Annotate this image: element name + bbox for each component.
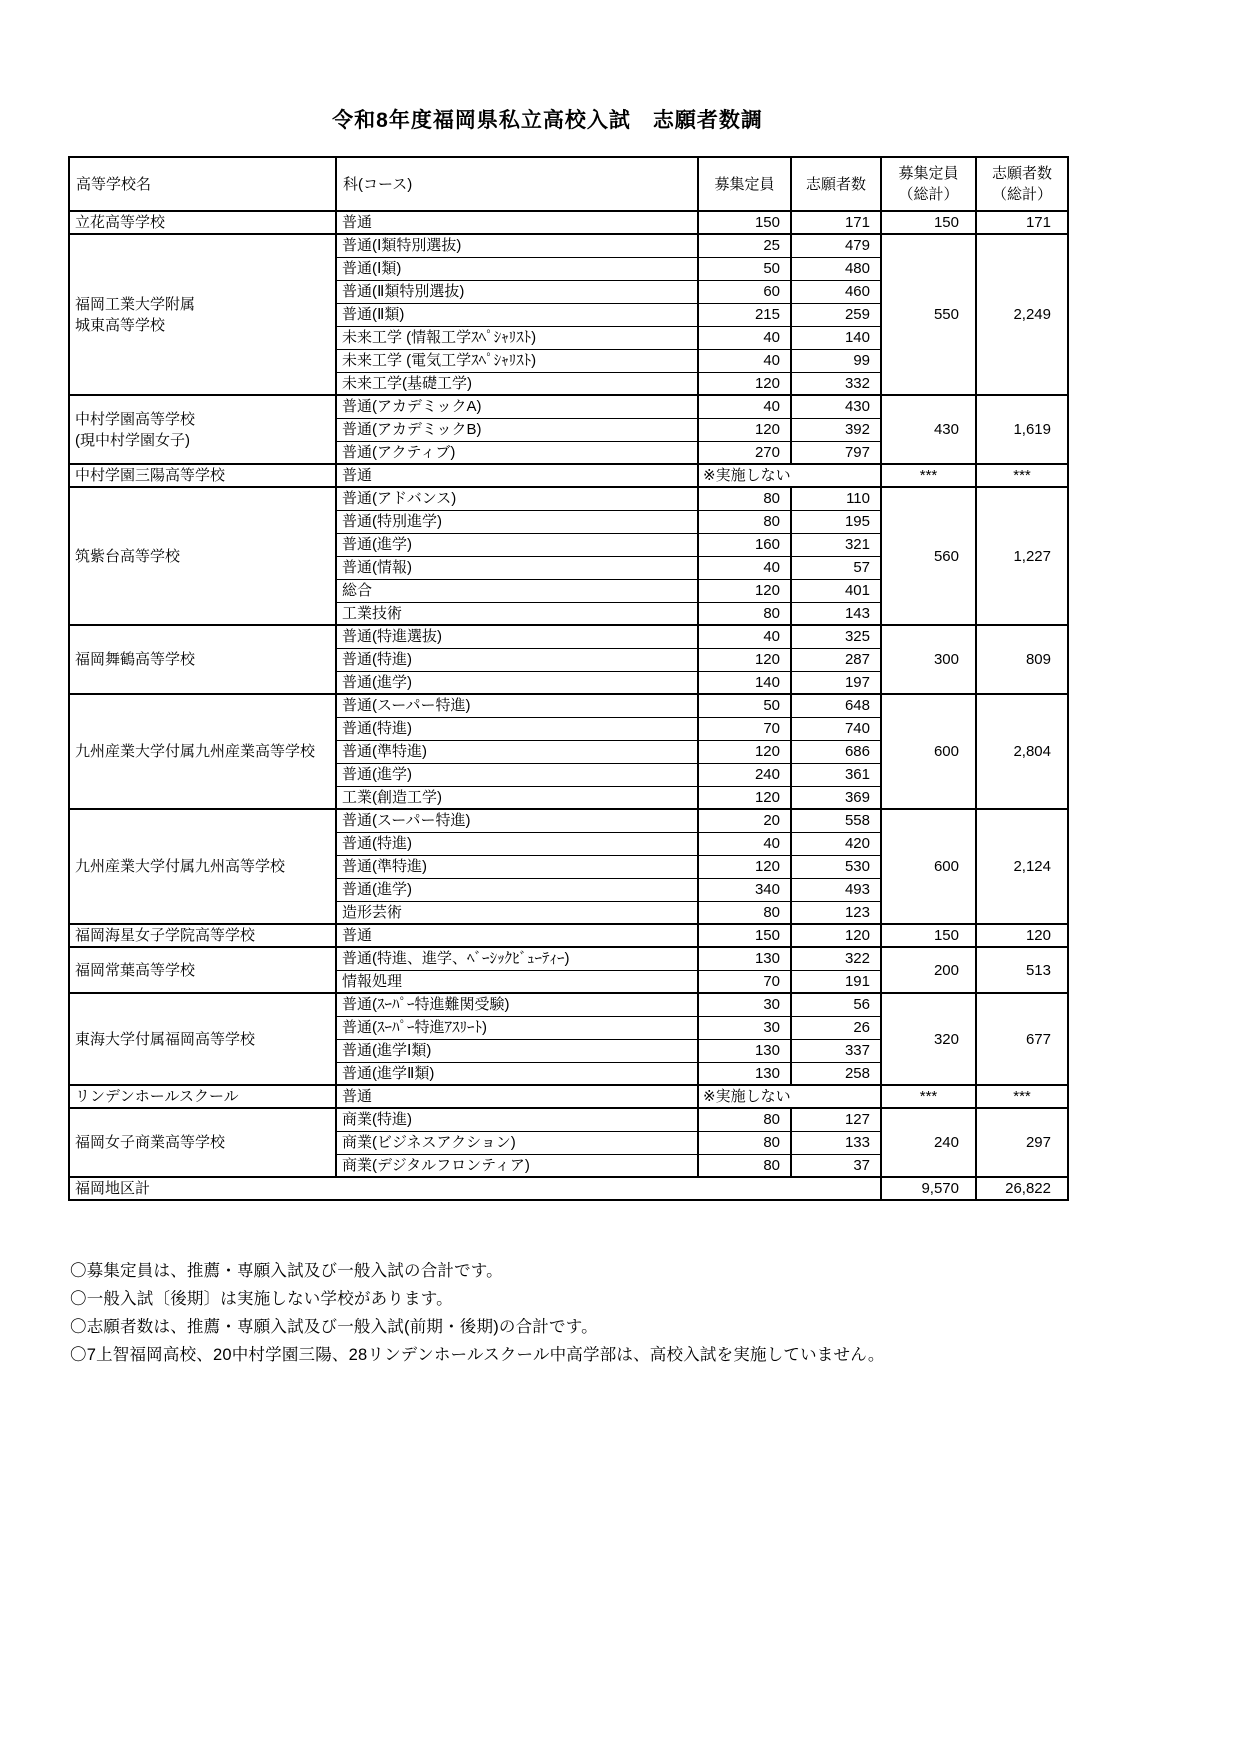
applicant-table-body — [69, 211, 1068, 1200]
capacity-total-cell: 150 — [881, 924, 976, 947]
summary-row — [69, 1177, 1068, 1200]
capacity-cell: 50 — [698, 257, 791, 280]
capacity-cell: 120 — [698, 855, 791, 878]
table-row — [69, 234, 1068, 257]
course-cell: 普通(進学) — [336, 671, 698, 694]
applicants-cell: 133 — [791, 1131, 881, 1154]
table-row — [69, 694, 1068, 717]
capacity-cell: 25 — [698, 234, 791, 257]
applicants-cell: 99 — [791, 349, 881, 372]
column-header-course: 科(コース) — [336, 157, 698, 211]
applicants-cell: 197 — [791, 671, 881, 694]
capacity-total-cell: 560 — [881, 487, 976, 625]
capacity-total-cell: *** — [881, 1085, 976, 1108]
capacity-cell: 150 — [698, 924, 791, 947]
applicants-cell: 797 — [791, 441, 881, 464]
applicants-total-cell: *** — [976, 1085, 1068, 1108]
capacity-cell: 20 — [698, 809, 791, 832]
table-row — [69, 487, 1068, 510]
course-cell: 普通 — [336, 464, 698, 487]
capacity-cell: 130 — [698, 947, 791, 970]
capacity-total-cell: 550 — [881, 234, 976, 395]
school-name-cell: 福岡工業大学附属 城東高等学校 — [69, 234, 336, 395]
table-row — [69, 924, 1068, 947]
applicants-total-cell: 2,804 — [976, 694, 1068, 809]
table-row — [69, 625, 1068, 648]
applicants-cell: 740 — [791, 717, 881, 740]
capacity-cell: 120 — [698, 786, 791, 809]
capacity-cell: 120 — [698, 740, 791, 763]
capacity-cell: 80 — [698, 1154, 791, 1177]
capacity-cell: 120 — [698, 579, 791, 602]
school-name-cell: 九州産業大学付属九州産業高等学校 — [69, 694, 336, 809]
capacity-cell: 40 — [698, 349, 791, 372]
table-row — [69, 993, 1068, 1016]
capacity-cell: 50 — [698, 694, 791, 717]
course-cell: 普通(進学) — [336, 878, 698, 901]
course-cell: 普通(スーパー特進) — [336, 694, 698, 717]
applicants-total-cell: 171 — [976, 211, 1068, 234]
school-name-cell: リンデンホールスクール — [69, 1085, 336, 1108]
applicant-count-table — [68, 156, 1069, 1201]
course-cell: 普通(準特進) — [336, 740, 698, 763]
capacity-cell: 120 — [698, 648, 791, 671]
applicants-cell: 392 — [791, 418, 881, 441]
table-row — [69, 809, 1068, 832]
footnote: 〇募集定員は、推薦・専願入試及び一般入試の合計です。 — [70, 1262, 503, 1280]
table-row — [69, 211, 1068, 234]
applicants-cell: 361 — [791, 763, 881, 786]
table-header — [69, 157, 1068, 211]
capacity-cell: 40 — [698, 326, 791, 349]
table-row — [69, 1108, 1068, 1131]
course-cell: 普通(アクティブ) — [336, 441, 698, 464]
course-cell: 普通(ｽｰﾊﾟｰ特進難関受験) — [336, 993, 698, 1016]
course-cell: 普通 — [336, 211, 698, 234]
not-held-cell: ※実施しない — [698, 464, 881, 487]
capacity-total-cell: 240 — [881, 1108, 976, 1177]
applicants-cell: 287 — [791, 648, 881, 671]
course-cell: 普通(Ⅰ類特別選抜) — [336, 234, 698, 257]
column-header-school: 高等学校名 — [69, 157, 336, 211]
capacity-cell: 30 — [698, 993, 791, 1016]
capacity-cell: 140 — [698, 671, 791, 694]
applicants-cell: 430 — [791, 395, 881, 418]
course-cell: 普通(アカデミックB) — [336, 418, 698, 441]
course-cell: 普通(特進) — [336, 717, 698, 740]
applicants-cell: 479 — [791, 234, 881, 257]
capacity-cell: 215 — [698, 303, 791, 326]
applicants-total-cell: 120 — [976, 924, 1068, 947]
applicants-cell: 369 — [791, 786, 881, 809]
school-name-cell: 福岡舞鶴高等学校 — [69, 625, 336, 694]
applicants-total-cell: 809 — [976, 625, 1068, 694]
footnote: 〇一般入試〔後期〕は実施しない学校があります。 — [70, 1290, 453, 1308]
applicants-cell: 56 — [791, 993, 881, 1016]
footnotes — [70, 1257, 1240, 1369]
applicants-cell: 648 — [791, 694, 881, 717]
applicants-cell: 480 — [791, 257, 881, 280]
page-title: 令和8年度福岡県私立高校入試 志願者数調 — [332, 109, 763, 132]
course-cell: 普通(特進選抜) — [336, 625, 698, 648]
capacity-total-cell: 600 — [881, 694, 976, 809]
column-header-applicants: 志願者数 — [791, 157, 881, 211]
applicants-total-cell: 2,249 — [976, 234, 1068, 395]
applicants-cell: 401 — [791, 579, 881, 602]
course-cell: 情報処理 — [336, 970, 698, 993]
course-cell: 未来工学 (情報工学ｽﾍﾟｼｬﾘｽﾄ) — [336, 326, 698, 349]
applicants-cell: 140 — [791, 326, 881, 349]
header-row — [69, 157, 1068, 211]
capacity-total-cell: 430 — [881, 395, 976, 464]
capacity-total-cell: 320 — [881, 993, 976, 1085]
applicants-cell: 493 — [791, 878, 881, 901]
course-cell: 普通(アカデミックA) — [336, 395, 698, 418]
course-cell: 商業(デジタルフロンティア) — [336, 1154, 698, 1177]
applicants-cell: 420 — [791, 832, 881, 855]
school-name-cell: 東海大学付属福岡高等学校 — [69, 993, 336, 1085]
applicants-cell: 191 — [791, 970, 881, 993]
table-row — [69, 947, 1068, 970]
capacity-total-cell: 200 — [881, 947, 976, 993]
course-cell: 普通(Ⅰ類) — [336, 257, 698, 280]
course-cell: 造形芸術 — [336, 901, 698, 924]
applicants-cell: 143 — [791, 602, 881, 625]
course-cell: 工業技術 — [336, 602, 698, 625]
capacity-cell: 40 — [698, 625, 791, 648]
school-name-cell: 筑紫台高等学校 — [69, 487, 336, 625]
course-cell: 普通(スーパー特進) — [336, 809, 698, 832]
course-cell: 普通(Ⅱ類特別選抜) — [336, 280, 698, 303]
capacity-total-cell: *** — [881, 464, 976, 487]
course-cell: 普通(ｽｰﾊﾟｰ特進ｱｽﾘｰﾄ) — [336, 1016, 698, 1039]
course-cell: 商業(特進) — [336, 1108, 698, 1131]
applicants-cell: 26 — [791, 1016, 881, 1039]
capacity-cell: 120 — [698, 372, 791, 395]
applicants-cell: 686 — [791, 740, 881, 763]
capacity-cell: 40 — [698, 395, 791, 418]
capacity-cell: 80 — [698, 510, 791, 533]
table-row — [69, 395, 1068, 418]
school-name-cell: 九州産業大学付属九州高等学校 — [69, 809, 336, 924]
applicants-cell: 530 — [791, 855, 881, 878]
capacity-cell: 80 — [698, 901, 791, 924]
course-cell: 普通(情報) — [336, 556, 698, 579]
capacity-cell: 130 — [698, 1039, 791, 1062]
capacity-total-cell: 150 — [881, 211, 976, 234]
course-cell: 普通(進学) — [336, 763, 698, 786]
applicants-cell: 37 — [791, 1154, 881, 1177]
applicants-total-cell: 513 — [976, 947, 1068, 993]
applicants-cell: 110 — [791, 487, 881, 510]
school-name-cell: 立花高等学校 — [69, 211, 336, 234]
applicants-cell: 259 — [791, 303, 881, 326]
capacity-cell: 150 — [698, 211, 791, 234]
table-row — [69, 1085, 1068, 1108]
capacity-total-cell: 300 — [881, 625, 976, 694]
capacity-cell: 80 — [698, 602, 791, 625]
course-cell: 未来工学 (電気工学ｽﾍﾟｼｬﾘｽﾄ) — [336, 349, 698, 372]
summary-label-cell: 福岡地区計 — [69, 1177, 881, 1200]
applicants-total-cell: 677 — [976, 993, 1068, 1085]
footnote: 〇7上智福岡高校、20中村学園三陽、28リンデンホールスクール中高学部は、高校入試を実施していません。 — [70, 1346, 885, 1364]
applicants-total-cell: 2,124 — [976, 809, 1068, 924]
applicants-cell: 325 — [791, 625, 881, 648]
course-cell: 普通(特別進学) — [336, 510, 698, 533]
applicants-cell: 123 — [791, 901, 881, 924]
course-cell: 普通(アドバンス) — [336, 487, 698, 510]
course-cell: 未来工学(基礎工学) — [336, 372, 698, 395]
course-cell: 普通 — [336, 1085, 698, 1108]
capacity-cell: 270 — [698, 441, 791, 464]
course-cell: 普通(Ⅱ類) — [336, 303, 698, 326]
column-header-capacity: 募集定員 — [698, 157, 791, 211]
capacity-cell: 60 — [698, 280, 791, 303]
applicants-cell: 558 — [791, 809, 881, 832]
applicants-total-cell: *** — [976, 464, 1068, 487]
table-row — [69, 464, 1068, 487]
course-cell: 総合 — [336, 579, 698, 602]
applicants-cell: 57 — [791, 556, 881, 579]
course-cell: 普通 — [336, 924, 698, 947]
school-name-cell: 福岡海星女子学院高等学校 — [69, 924, 336, 947]
applicants-cell: 332 — [791, 372, 881, 395]
not-held-cell: ※実施しない — [698, 1085, 881, 1108]
capacity-cell: 120 — [698, 418, 791, 441]
applicants-total-cell: 1,227 — [976, 487, 1068, 625]
capacity-cell: 240 — [698, 763, 791, 786]
applicants-cell: 120 — [791, 924, 881, 947]
footnote: 〇志願者数は、推薦・専願入試及び一般入試(前期・後期)の合計です。 — [70, 1318, 598, 1336]
course-cell: 普通(準特進) — [336, 855, 698, 878]
summary-capacity-total-cell: 9,570 — [881, 1177, 976, 1200]
applicants-total-cell: 1,619 — [976, 395, 1068, 464]
school-name-cell: 中村学園高等学校 (現中村学園女子) — [69, 395, 336, 464]
capacity-cell: 340 — [698, 878, 791, 901]
school-name-cell: 福岡女子商業高等学校 — [69, 1108, 336, 1177]
capacity-cell: 40 — [698, 832, 791, 855]
capacity-cell: 70 — [698, 970, 791, 993]
capacity-cell: 80 — [698, 1131, 791, 1154]
applicants-cell: 258 — [791, 1062, 881, 1085]
applicants-cell: 337 — [791, 1039, 881, 1062]
capacity-cell: 40 — [698, 556, 791, 579]
course-cell: 普通(進学Ⅰ類) — [336, 1039, 698, 1062]
course-cell: 普通(特進) — [336, 832, 698, 855]
capacity-cell: 70 — [698, 717, 791, 740]
applicants-cell: 321 — [791, 533, 881, 556]
applicants-cell: 322 — [791, 947, 881, 970]
course-cell: 普通(特進、進学、ﾍﾞｰｼｯｸﾋﾞｭｰﾃｨｰ) — [336, 947, 698, 970]
school-name-cell: 福岡常葉高等学校 — [69, 947, 336, 993]
course-cell: 普通(特進) — [336, 648, 698, 671]
course-cell: 普通(進学Ⅱ類) — [336, 1062, 698, 1085]
column-header-applicants-total: 志願者数 （総計） — [976, 157, 1068, 211]
capacity-total-cell: 600 — [881, 809, 976, 924]
column-header-capacity-total: 募集定員 （総計） — [881, 157, 976, 211]
applicants-cell: 195 — [791, 510, 881, 533]
applicants-total-cell: 297 — [976, 1108, 1068, 1177]
applicants-cell: 171 — [791, 211, 881, 234]
capacity-cell: 160 — [698, 533, 791, 556]
capacity-cell: 30 — [698, 1016, 791, 1039]
applicants-cell: 460 — [791, 280, 881, 303]
course-cell: 商業(ビジネスアクション) — [336, 1131, 698, 1154]
course-cell: 工業(創造工学) — [336, 786, 698, 809]
school-name-cell: 中村学園三陽高等学校 — [69, 464, 336, 487]
course-cell: 普通(進学) — [336, 533, 698, 556]
summary-applicants-total-cell: 26,822 — [976, 1177, 1068, 1200]
applicants-cell: 127 — [791, 1108, 881, 1131]
capacity-cell: 80 — [698, 1108, 791, 1131]
capacity-cell: 80 — [698, 487, 791, 510]
capacity-cell: 130 — [698, 1062, 791, 1085]
